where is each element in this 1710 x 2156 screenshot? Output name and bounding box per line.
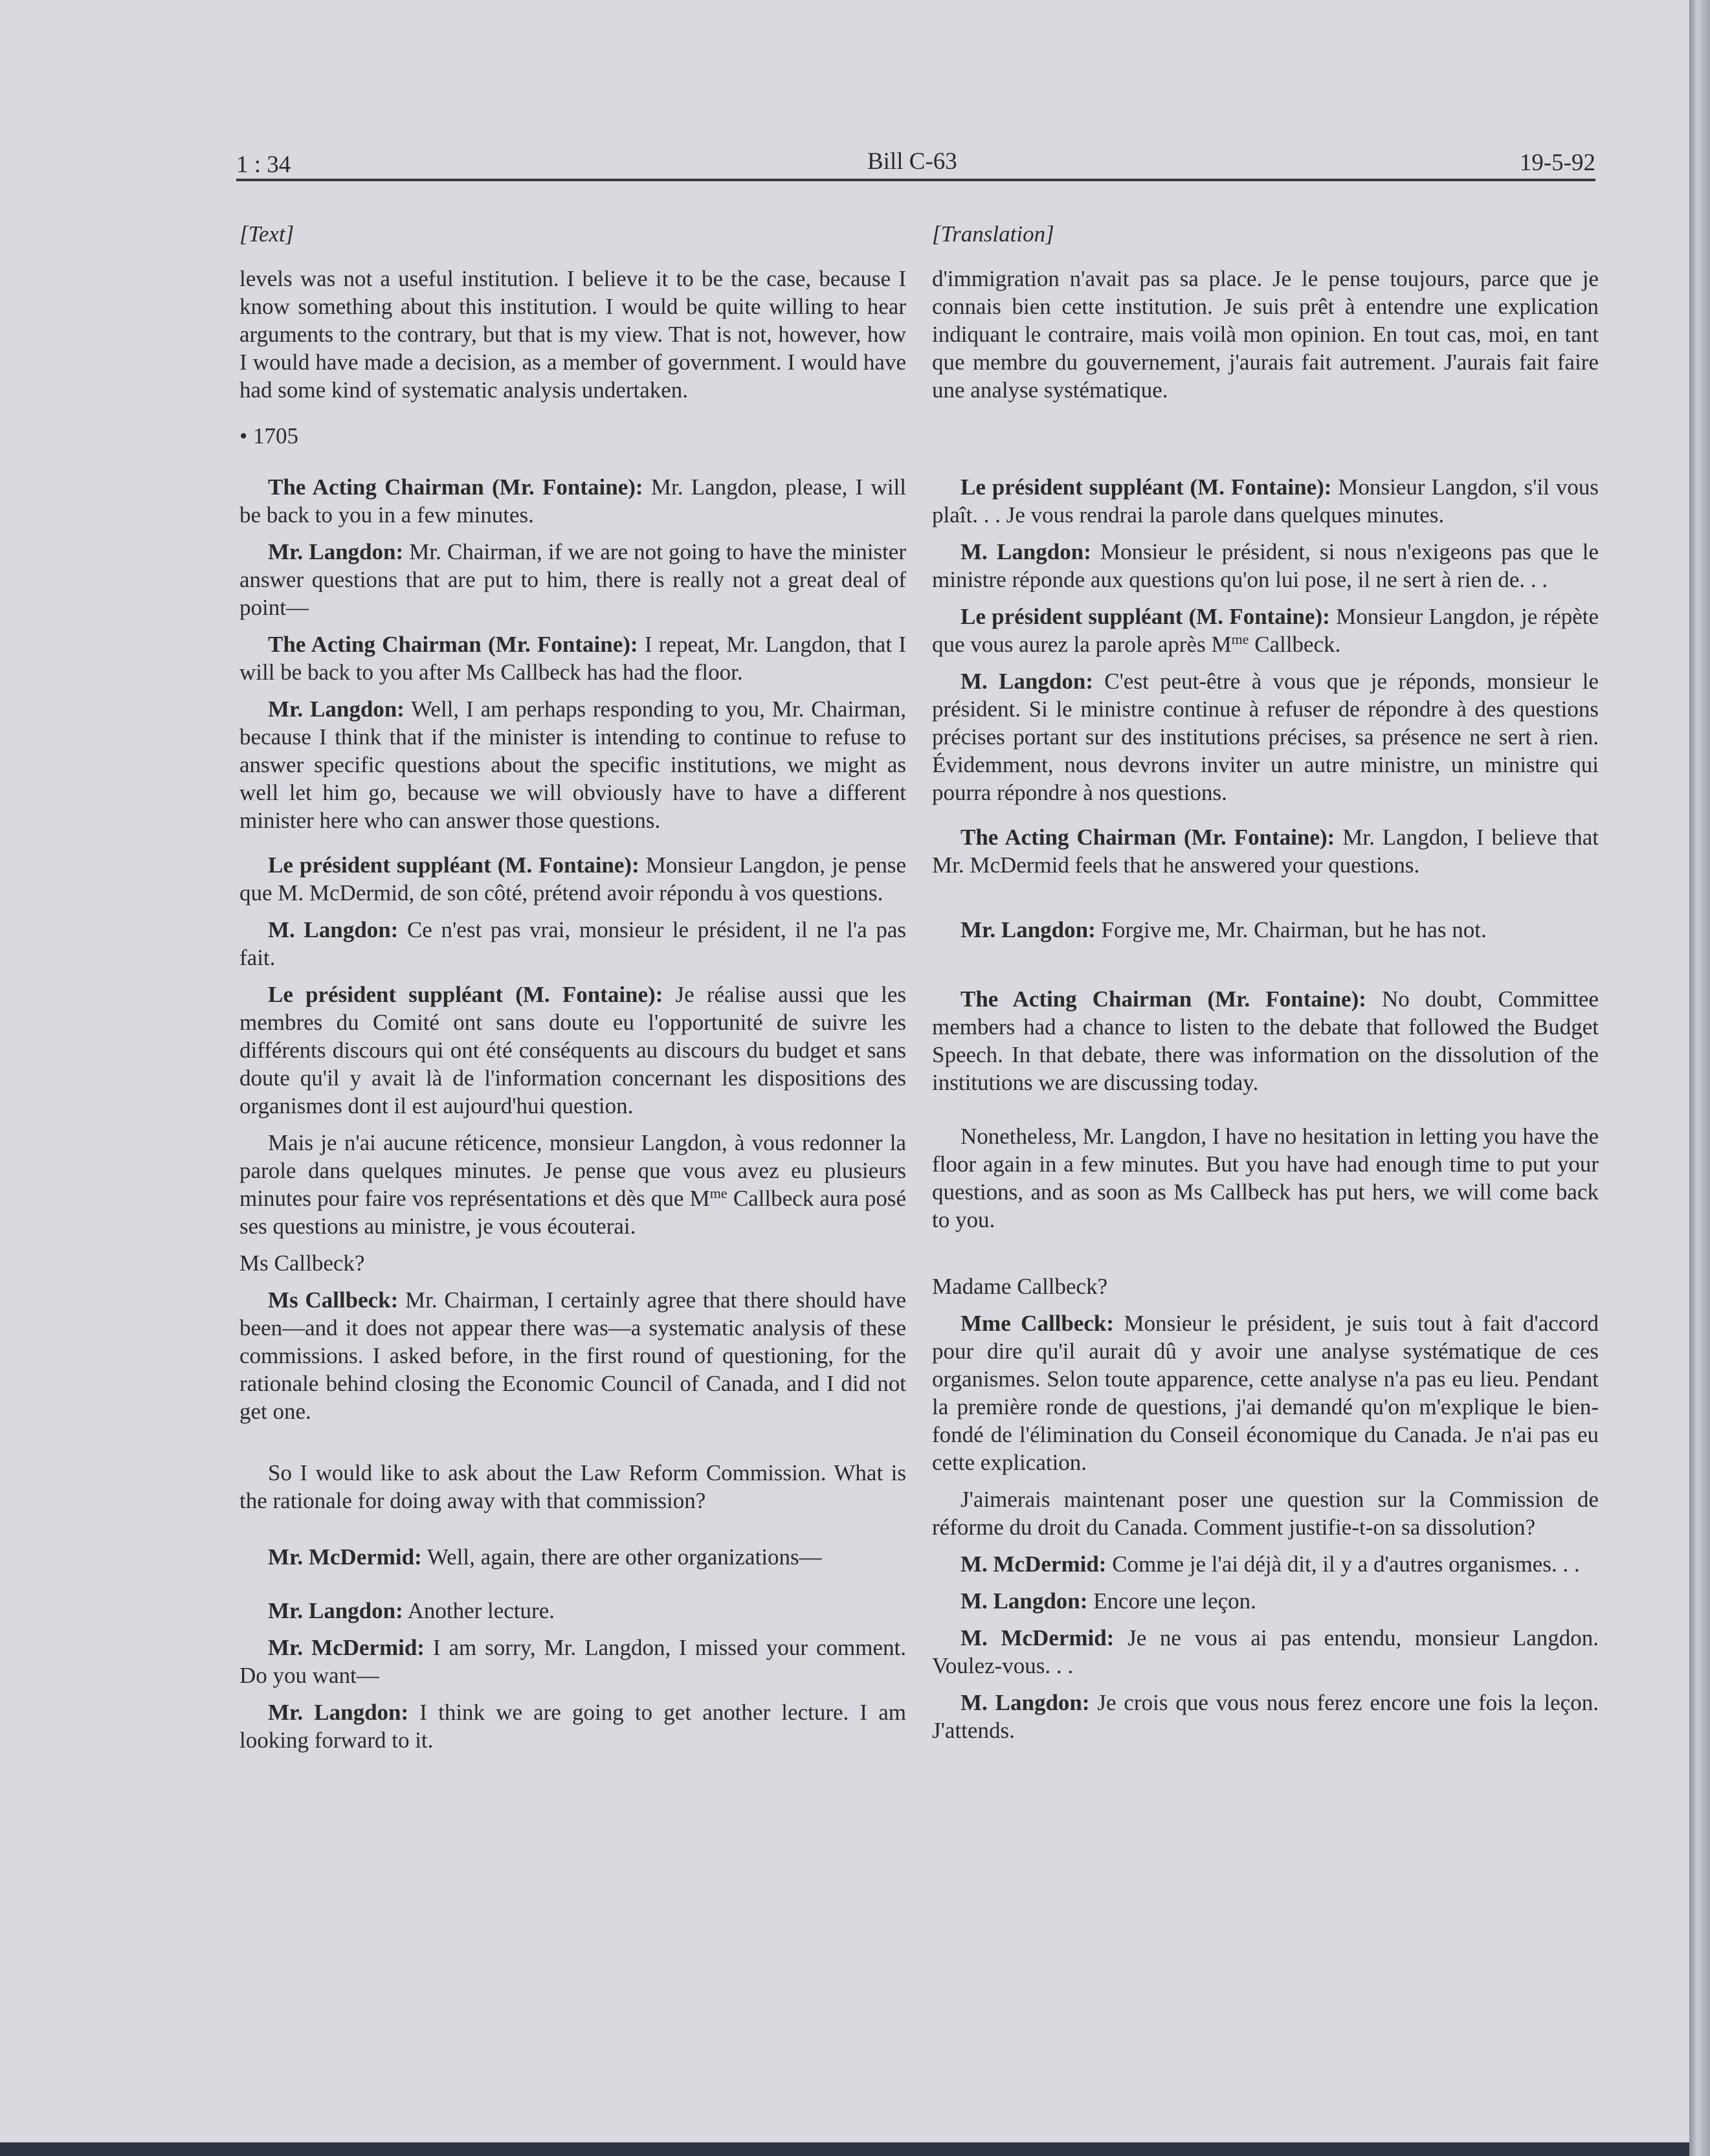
paragraph [239,916,906,972]
speech-text: Mais je n'ai aucune réticence, monsieur Langdon, à vous redonner la parole dans quelques minutes. Je pense que vous avez eu plusieurs minutes pour faire vos représentations et dès que M [239,1130,906,1211]
paragraph: d'immigration n'avait pas sa place. Je le pense toujours, parce que je connais bien cette institution. Je suis prêt à entendre une explication indiquant le contraire, mais voilà mon opinion. En tout cas, moi, en tant que membre du gouvernement, j'aurais fait autrement. J'aurais fait faire une analyse systématique. [932,266,1599,403]
speech-text: Mr. Chairman, I certainly agree that there should have been—and it does not appear there was—a systematic analysis of these commissions. I asked before, in the first round of questioning, for the rationale behind closing the Economic Council of Canada, and I did not get one. [239,1287,906,1424]
paragraph [932,916,1599,944]
paragraph [932,985,1599,1096]
paragraph [932,538,1599,594]
paragraph [239,1286,906,1425]
speaker-name: Mr. McDermid: [268,1635,425,1660]
speech-text: Je ne vous ai pas entendu, monsieur Langdon. Voulez-vous. . . [932,1625,1599,1678]
paragraph [239,1698,906,1754]
paragraph [239,473,906,529]
speech-text: Monsieur Langdon, s'il vous plaît. . . Je vous rendrai la parole dans quelques minutes. [932,474,1599,528]
paragraph [239,1634,906,1689]
speech-text: Je crois que vous nous ferez encore une fois la leçon. J'attends. [932,1690,1599,1743]
bill-title: Bill C-63 [867,148,957,175]
speaker-name: The Acting Chairman (Mr. Fontaine): [960,986,1366,1012]
speech-text: Callbeck. [1249,632,1341,657]
speaker-name: Mr. Langdon: [268,1700,409,1725]
speaker-name: Ms Callbeck: [268,1287,399,1313]
speaker-name: M. Langdon: [960,539,1091,564]
paragraph [239,981,906,1120]
paragraph [932,473,1599,529]
speech-text: Well, I am perhaps responding to you, Mr. Chairman, because I think that if the minister is intending to continue to refuse to answer specific questions about the specific institutions, we might as well let him go, because we will obviously have to have a different minister here who can answer those questions. [239,696,906,833]
paragraph: Nonetheless, Mr. Langdon, I have no hesitation in letting you have the floor again in a few minutes. But you have had enough time to put your questions, and as soon as Ms Callbeck has put hers, we will come back to you. [932,1124,1599,1232]
paragraph [932,1309,1599,1476]
speech-text: Encore une leçon. [1087,1588,1256,1614]
speech-text: I think we are going to get another lecture. I am looking forward to it. [239,1700,906,1753]
header-rule [236,179,1595,181]
superscript: me [709,1185,727,1201]
speech-text: Comme je l'ai déjà dit, il y a d'autres organismes. . . [1106,1551,1580,1577]
paragraph: So I would like to ask about the Law Reform Commission. What is the rationale for doing away with that commission? [239,1460,906,1513]
paragraph [932,1550,1599,1578]
speech-text: Monsieur Langdon, je pense que M. McDermid, de son côté, prétend avoir répondu à vos questions. [239,852,906,906]
paragraph [239,538,906,621]
speech-text: Another lecture. [403,1598,555,1623]
speech-text: Mr. Langdon, please, I will be back to you in a few minutes. [239,474,906,528]
speech-text: Well, again, there are other organizations— [421,1544,822,1570]
speech-text: Monsieur Langdon, je répète que vous aurez la parole après M [932,604,1599,657]
speech-text: Mr. Langdon, I believe that Mr. McDermid feels that he answered your questions. [932,825,1599,878]
speaker-name: M. Langdon: [960,669,1093,694]
speaker-name: The Acting Chairman (Mr. Fontaine): [268,632,638,657]
speech-text: I repeat, Mr. Langdon, that I will be back to you after Ms Callbeck has had the floor. [239,632,906,685]
speech-text: Ce n'est pas vrai, monsieur le président, il ne l'a pas fait. [239,917,906,970]
right-column [932,220,1599,1744]
paragraph [932,1624,1599,1680]
left-column [239,220,906,1754]
paragraph [932,667,1599,806]
paragraph [932,1689,1599,1744]
book-binding-edge [1689,0,1710,2156]
paragraph: J'aimerais maintenant poser une question sur la Commission de réforme du droit du Canada. Comment justifie-t-on sa dissolution? [932,1487,1599,1540]
speaker-name: Mr. Langdon: [268,696,405,722]
speaker-name: Mr. Langdon: [268,1598,403,1623]
speaker-name: The Acting Chairman (Mr. Fontaine): [268,474,643,500]
paragraph [239,1129,906,1240]
speech-text: Callbeck aura posé ses questions au ministre, je vous écouterai. [239,1186,906,1239]
speaker-name: M. Langdon: [960,1588,1088,1614]
speaker-name: M. Langdon: [960,1690,1090,1715]
paragraph: Ms Callbeck? [239,1250,365,1276]
time-marker: • 1705 [239,423,299,449]
speaker-name: M. Langdon: [268,917,399,942]
speech-text: Monsieur le président, je suis tout à fait d'accord pour dire qu'il aurait dû y avoir une analyse systématique de ces organismes. Selon toute apparence, cette analyse n'a pas eu lieu. Pendant la première ronde de questions, j'ai demandé qu'on m'explique le bien-fondé de l'élimination du Conseil économique du Canada. Je n'ai pas eu cette explication. [932,1311,1599,1475]
speaker-name: Le président suppléant (M. Fontaine): [960,474,1332,500]
speech-text: C'est peut-être à vous que je réponds, monsieur le président. Si le ministre continue à refuser de répondre à des questions précises portant sur des institutions précises, sa présence ne sert à rien. Évidemment, nous devrons inviter un autre ministre, un ministre qui pourra répondre à nos questions. [932,669,1599,805]
speech-text: Je réalise aussi que les membres du Comité ont sans doute eu l'opportunité de suivre les différents discours qui ont été conséquents au discours du budget et sans doute qu'il y avait là de l'information concernant les dispositions des organismes dont il est aujourd'hui question. [239,982,907,1118]
paragraph [932,1587,1599,1615]
paragraph [239,695,906,834]
paragraph [239,1597,906,1625]
speaker-name: Mr. Langdon: [960,917,1096,942]
paragraph: levels was not a useful institution. I believe it to be the case, because I know something about this institution. I would be quite willing to hear arguments to the contrary, but that is my view. That is not, however, how I would have made a decision, as a member of government. I would have had some kind of systematic analysis undertaken. [239,266,906,403]
speaker-name: M. McDermid: [960,1551,1107,1577]
speaker-name: The Acting Chairman (Mr. Fontaine): [960,825,1335,850]
speaker-name: Le président suppléant (M. Fontaine): [268,852,639,878]
speaker-name: Le président suppléant (M. Fontaine): [268,982,663,1007]
paragraph [239,1543,906,1571]
column-label-translation: [Translation] [932,221,1054,247]
speech-text: Monsieur le président, si nous n'exigeons pas que le ministre réponde aux questions qu'on lui pose, il ne sert à rien de. . . [932,539,1599,592]
running-header [236,146,1595,178]
paragraph [932,603,1599,658]
speaker-name: Mr. McDermid: [268,1544,422,1570]
page-number: 1 : 34 [236,151,291,178]
column-label-text: [Text] [239,221,294,247]
speech-text: Forgive me, Mr. Chairman, but he has not. [1095,917,1487,942]
speech-text: Mr. Chairman, if we are not going to have the minister answer questions that are put to him, there is really not a great deal of point— [239,539,906,620]
speech-text: No doubt, Committee members had a chance to listen to the debate that followed the Budget Speech. In that debate, there was information on the dissolution of the institutions we are discussing today. [932,986,1599,1095]
speaker-name: Mr. Langdon: [268,539,404,564]
speaker-name: Mme Callbeck: [960,1311,1115,1336]
paragraph: Madame Callbeck? [932,1274,1108,1299]
speech-text: I am sorry, Mr. Langdon, I missed your comment. Do you want— [239,1635,906,1688]
paragraph [239,630,906,686]
paragraph [932,823,1599,879]
speaker-name: Le président suppléant (M. Fontaine): [960,604,1330,629]
header-date: 19-5-92 [1519,150,1595,176]
superscript: me [1231,631,1249,647]
speaker-name: M. McDermid: [960,1625,1115,1650]
paragraph [239,851,906,907]
